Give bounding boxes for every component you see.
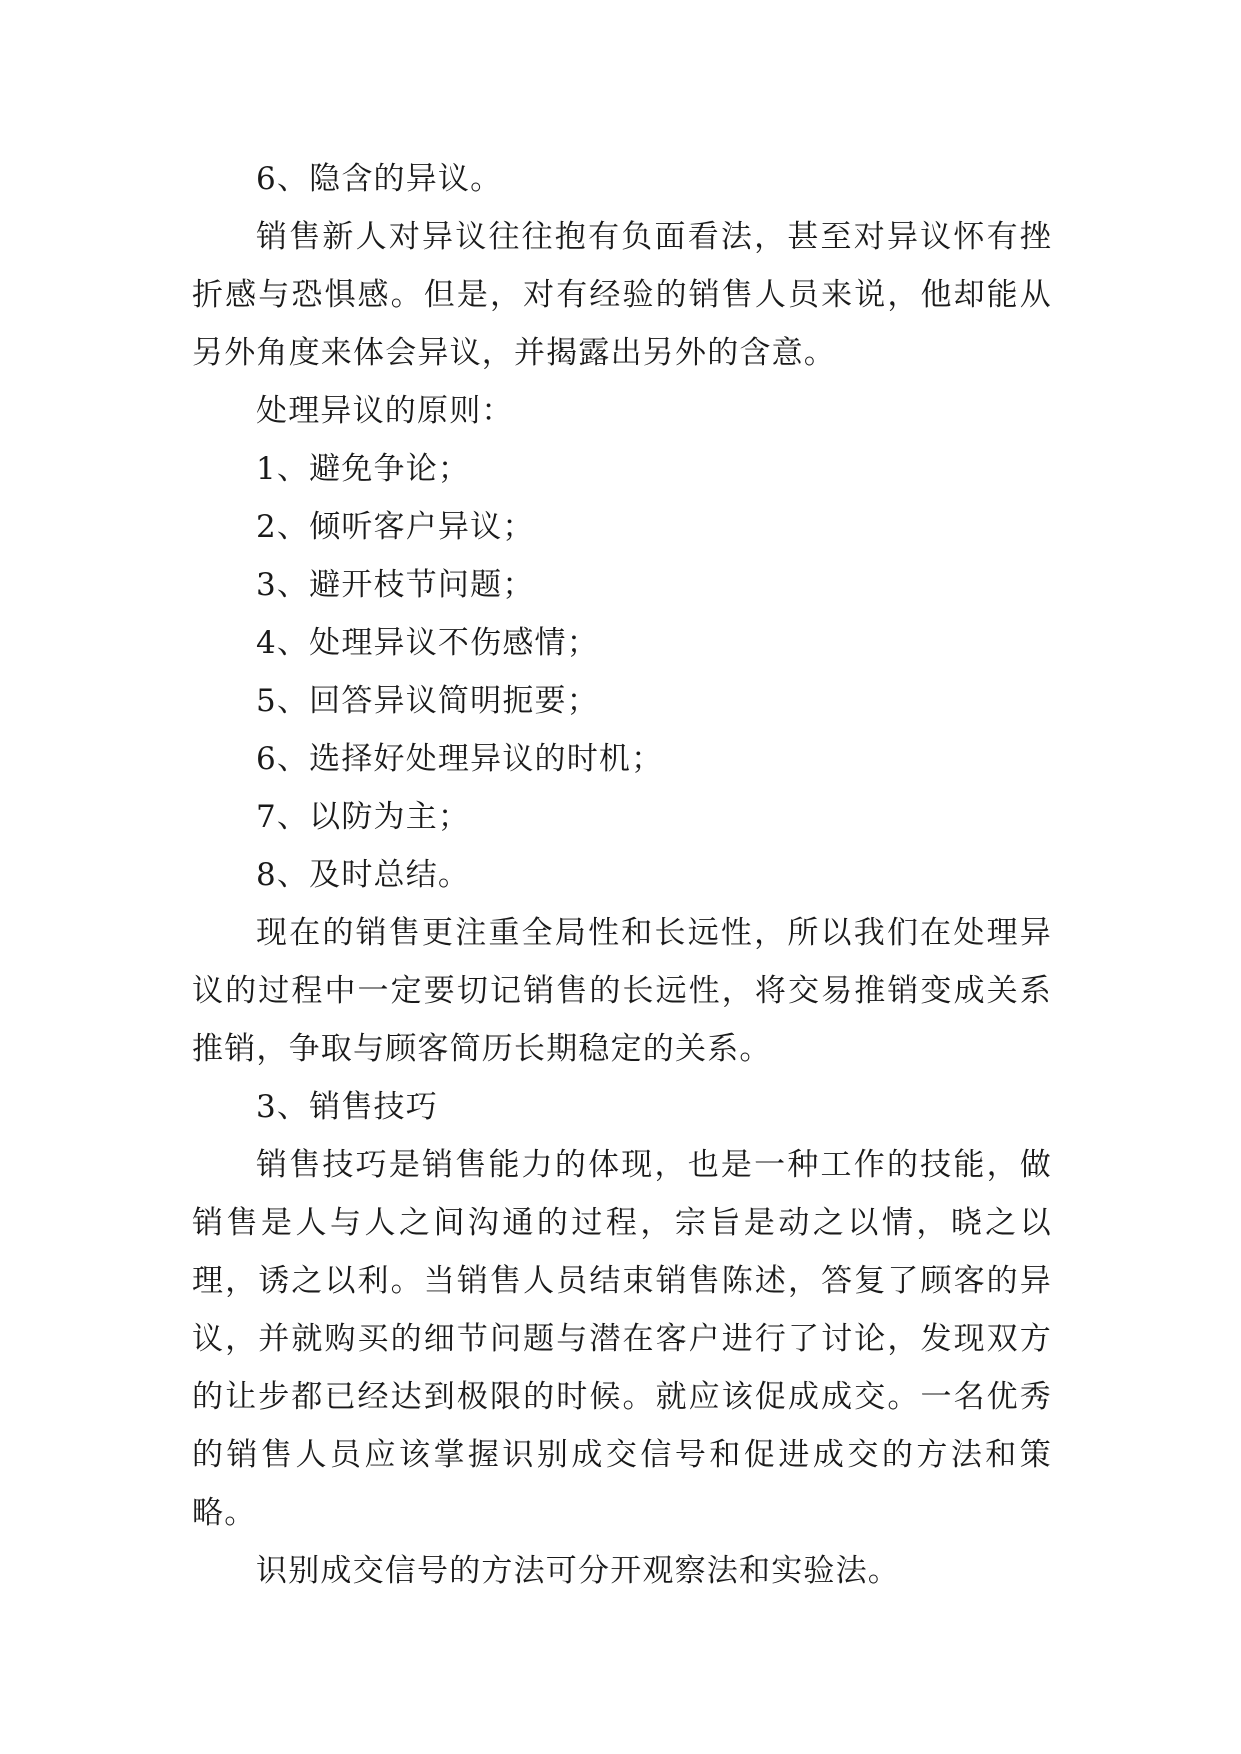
paragraph-principles-heading: 处理异议的原则： <box>256 393 514 429</box>
paragraph-new-salesperson-attitude: 销售新人对异议往往抱有负面看法，甚至对异议怀有挫折感与恐惧感。但是，对有经验的销售人员来说，他却能从另外角度来体会异议，并揭露出另外的含意。 <box>192 219 1052 371</box>
document-body <box>192 150 1052 1600</box>
list-item-principle-8: 8、及时总结。 <box>256 857 471 893</box>
list-item-principle-4: 4、处理异议不伤感情； <box>256 625 599 661</box>
list-item-principle-6: 6、选择好处理异议的时机； <box>256 741 664 777</box>
paragraph-long-term-sales: 现在的销售更注重全局性和长远性，所以我们在处理异议的过程中一定要切记销售的长远性，将交易推销变成关系推销，争取与顾客简历长期稳定的关系。 <box>192 915 1052 1067</box>
paragraph-hidden-objection-heading: 6、隐含的异议。 <box>256 161 503 197</box>
list-item-principle-1: 1、避免争论； <box>256 451 471 487</box>
paragraph-closing-signals: 识别成交信号的方法可分开观察法和实验法。 <box>256 1553 900 1589</box>
list-item-principle-3: 3、避开枝节问题； <box>256 567 535 603</box>
paragraph-sales-skills: 销售技巧是销售能力的体现，也是一种工作的技能，做销售是人与人之间沟通的过程，宗旨是动之以情，晓之以理，诱之以利。当销售人员结束销售陈述，答复了顾客的异议，并就购买的细节问题与潜在客户进行了讨论，发现双方的让步都已经达到极限的时候。就应该促成成交。一名优秀的销售人员应该掌握识别成交信号和促进成交的方法和策略。 <box>192 1147 1052 1531</box>
section-heading-sales-skills: 3、销售技巧 <box>256 1089 438 1125</box>
list-item-principle-2: 2、倾听客户异议； <box>256 509 535 545</box>
list-item-principle-7: 7、以防为主； <box>256 799 471 835</box>
list-item-principle-5: 5、回答异议简明扼要； <box>256 683 599 719</box>
